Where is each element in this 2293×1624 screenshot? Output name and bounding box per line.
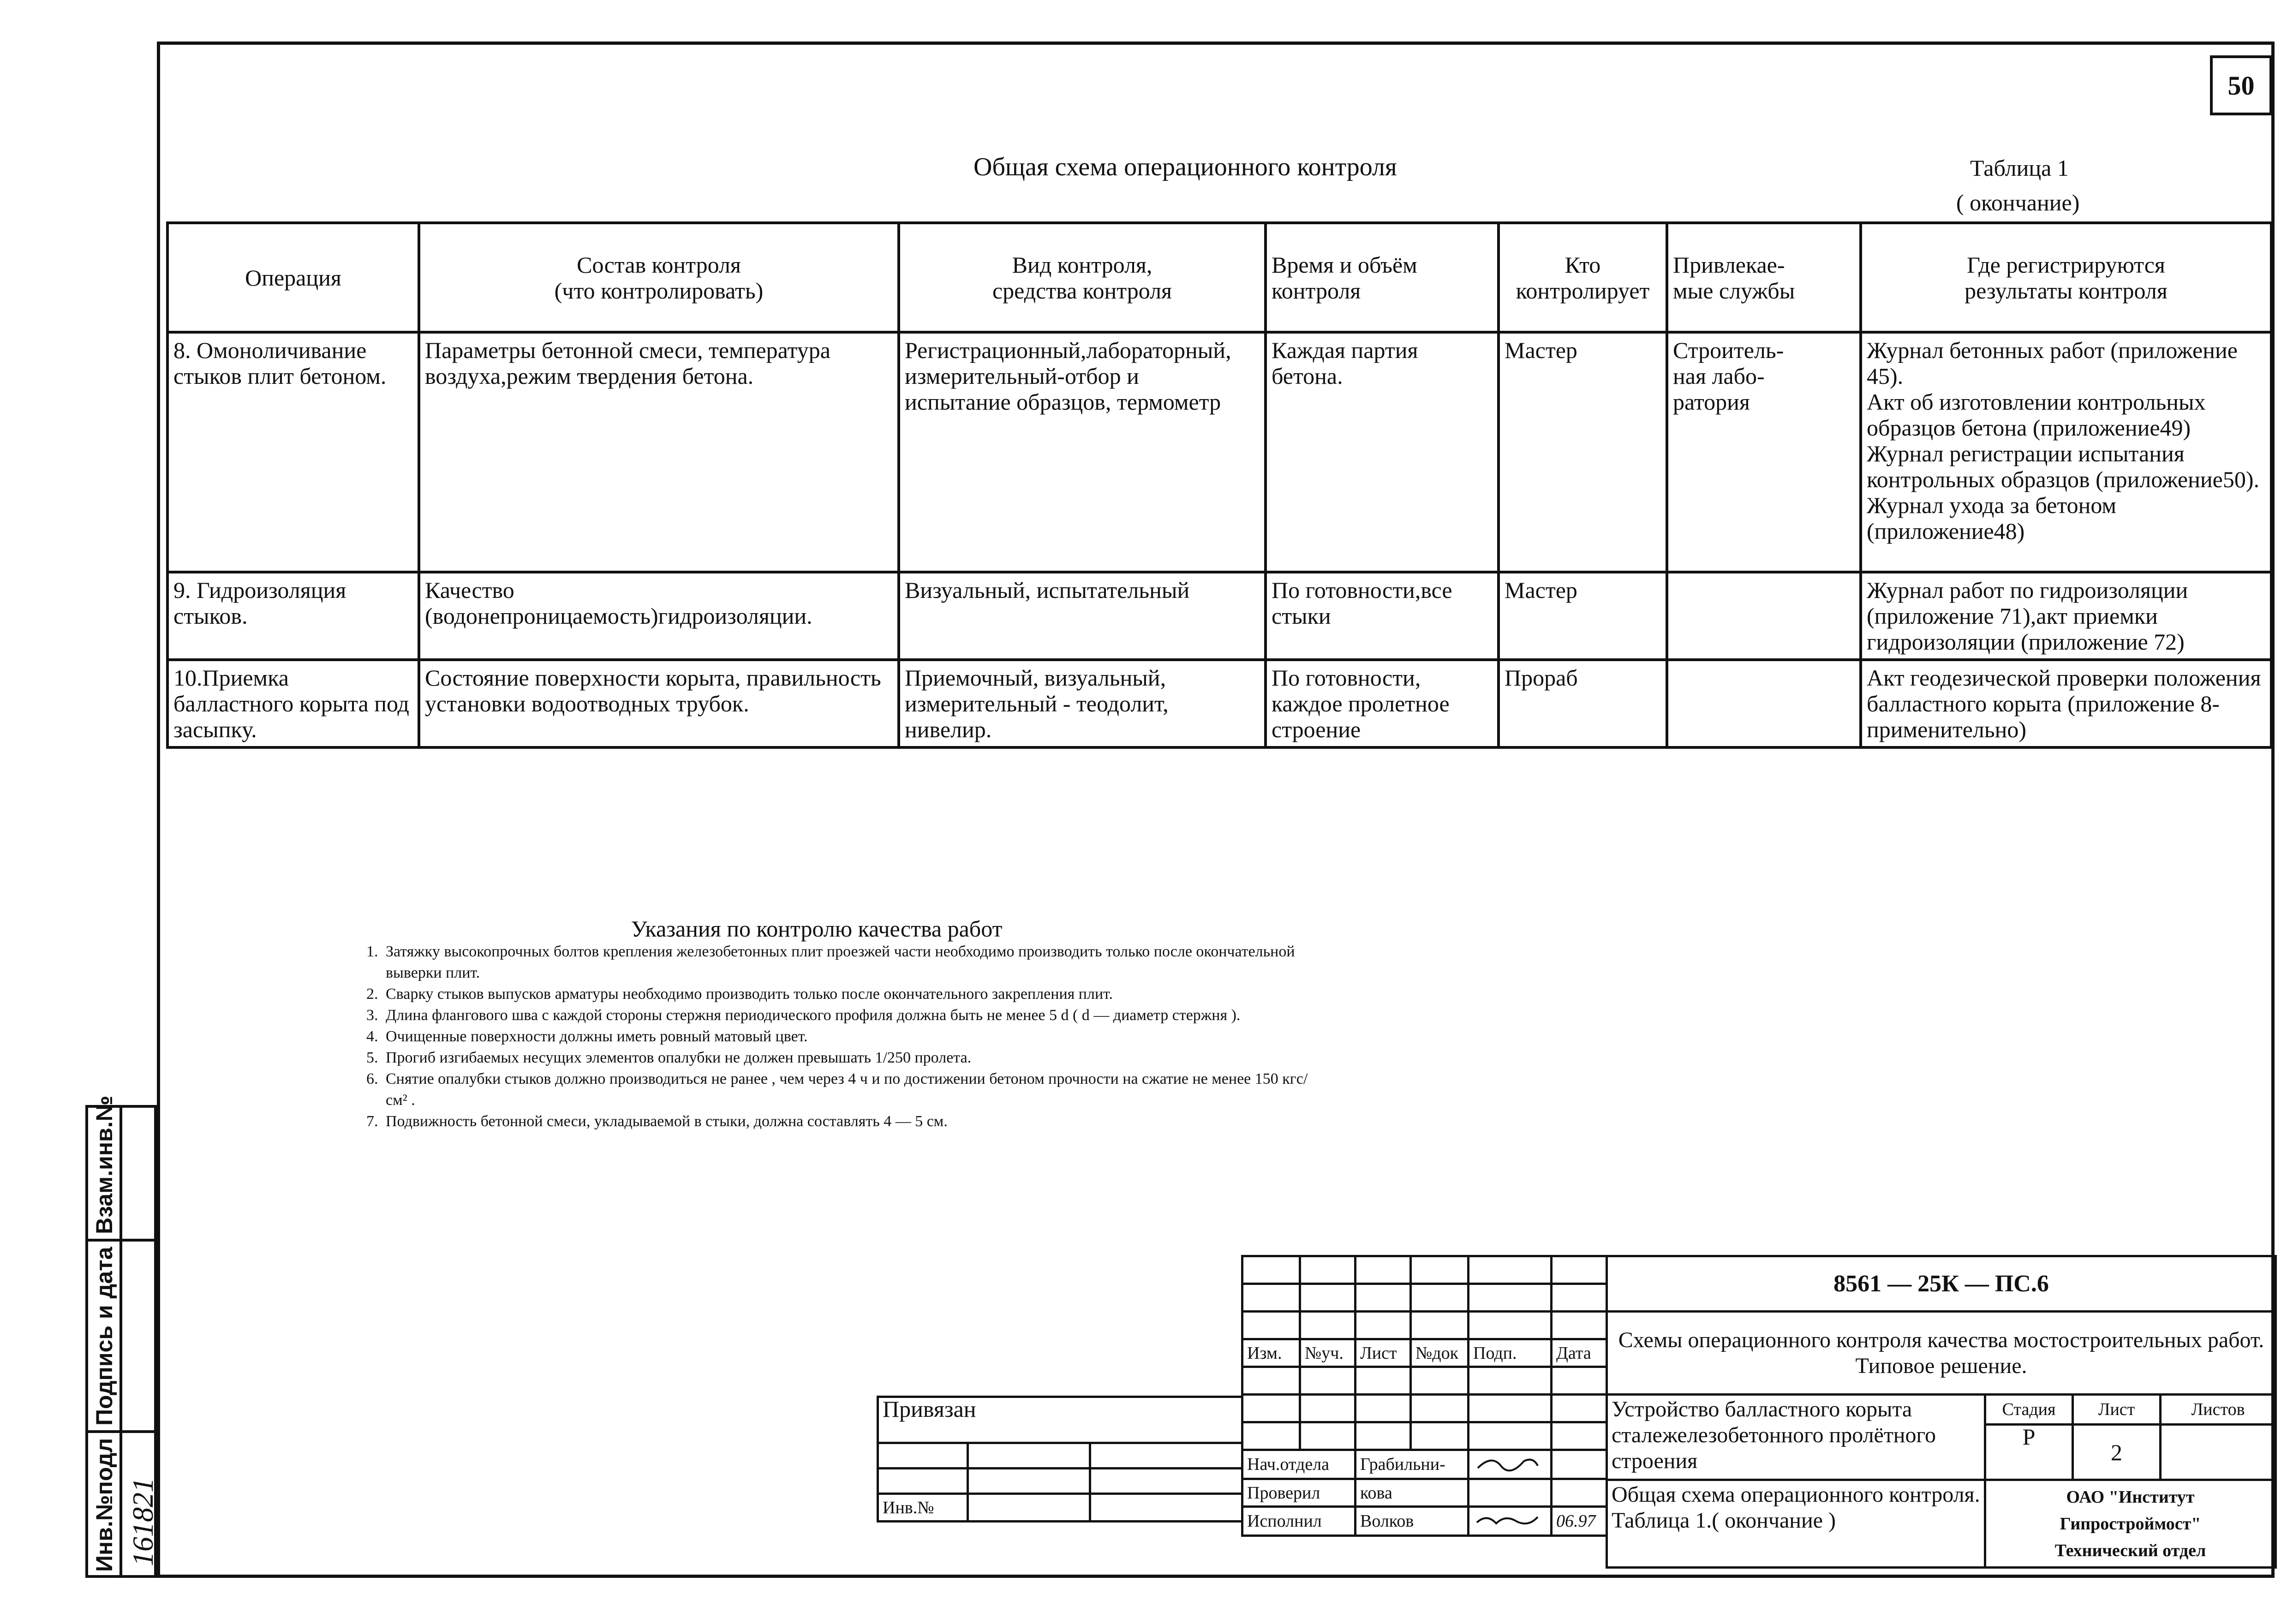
table-cell: Качество (водонепроницаемость)гидроизоляции. bbox=[419, 572, 899, 660]
person-name: кова bbox=[1355, 1479, 1469, 1507]
title-block bbox=[1606, 1255, 2277, 1569]
table-row bbox=[167, 572, 2271, 660]
doc-title: Схемы операционного контроля качества мостостроительных работ. Типовое решение. bbox=[1607, 1312, 2276, 1395]
table-cell: Состояние поверхности корыта, правильность установки водоотводных трубок. bbox=[419, 660, 899, 747]
role-head: Нач.отдела bbox=[1242, 1450, 1355, 1479]
revision-grid bbox=[1241, 1255, 1608, 1537]
person-name: Грабильни- bbox=[1355, 1450, 1469, 1479]
object-name: Устройство балластного корыта сталежелезобетонного пролётного строения bbox=[1607, 1395, 1985, 1480]
note-item: 6. Снятие опалубки стыков должно производиться не ранее , чем через 4 ч и по достижении бетоном прочности на сжатие не менее 150 кгс/см² . bbox=[382, 1069, 1329, 1111]
date-value: 06.97 bbox=[1552, 1507, 1607, 1536]
table-cell: Регистрационный,лабораторный, измерительный-отбор и испытание образцов, термометр bbox=[899, 332, 1266, 572]
stage-value: Р bbox=[1985, 1425, 2073, 1480]
table-cell: Визуальный, испытательный bbox=[899, 572, 1266, 660]
binding-block bbox=[877, 1396, 1243, 1522]
table-label: Таблица 1 bbox=[1970, 155, 2069, 181]
col-head-data: Дата bbox=[1552, 1339, 1607, 1367]
signature bbox=[1469, 1507, 1552, 1536]
note-item: 4. Очищенные поверхности должны иметь ровный матовый цвет. bbox=[382, 1026, 1329, 1047]
sheet-label: Лист bbox=[2073, 1395, 2161, 1425]
col-header: Где регистрируются результаты контроля bbox=[1861, 223, 2271, 332]
inv-label: Инв.№ bbox=[878, 1494, 968, 1522]
role-check: Проверил bbox=[1242, 1479, 1355, 1507]
col-head-podp: Подп. bbox=[1469, 1339, 1552, 1367]
notes-header: Указания по контролю качества работ bbox=[631, 916, 1003, 942]
table-row bbox=[167, 332, 2271, 572]
page-number: 50 bbox=[2210, 55, 2272, 115]
inv-podl-label: Инв.№подл bbox=[91, 1438, 117, 1572]
table-cell: Каждая партия бетона. bbox=[1266, 332, 1499, 572]
note-item: 5. Прогиб изгибаемых несущих элементов опалубки не должен превышать 1/250 пролета. bbox=[382, 1047, 1329, 1069]
col-header: Состав контроля (что контролировать) bbox=[419, 223, 899, 332]
table-header-row bbox=[167, 223, 2271, 332]
table-cell: Мастер bbox=[1499, 572, 1667, 660]
col-header: Кто контролирует bbox=[1499, 223, 1667, 332]
table-sublabel: ( окончание) bbox=[1956, 190, 2080, 215]
side-stamp bbox=[85, 1095, 159, 1578]
podpis-label: Подпись и дата bbox=[91, 1247, 117, 1426]
col-header: Время и объём контроля bbox=[1266, 223, 1499, 332]
signature bbox=[1469, 1450, 1552, 1479]
sheets-label: Листов bbox=[2161, 1395, 2276, 1425]
inv-podl-value: 161821 bbox=[126, 1478, 159, 1566]
page-title: Общая схема операционного контроля bbox=[973, 153, 1397, 181]
table-cell: 10.Приемка балластного корыта под засыпку. bbox=[167, 660, 419, 747]
table-cell: Прораб bbox=[1499, 660, 1667, 747]
col-head-list: Лист bbox=[1355, 1339, 1411, 1367]
role-exec: Исполнил bbox=[1242, 1507, 1355, 1536]
note-item: 7. Подвижность бетонной смеси, укладываемой в стыки, должна составлять 4 — 5 см. bbox=[382, 1111, 1329, 1132]
table-cell: Параметры бетонной смеси, температура воздуха,режим твердения бетона. bbox=[419, 332, 899, 572]
table-cell: Мастер bbox=[1499, 332, 1667, 572]
table-cell: По готовности, каждое пролетное строение bbox=[1266, 660, 1499, 747]
vzam-label: Взам.инв.№ bbox=[91, 1095, 117, 1234]
organization: ОАО "Институт Гипростроймост" Технический отдел bbox=[1985, 1480, 2276, 1568]
table-cell bbox=[1667, 660, 1861, 747]
table-cell: Приемочный, визуальный, измерительный - теодолит, нивелир. bbox=[899, 660, 1266, 747]
sheet-value: 2 bbox=[2073, 1425, 2161, 1480]
col-header: Операция bbox=[167, 223, 419, 332]
col-head-izm: Изм. bbox=[1242, 1339, 1300, 1367]
table-cell: Акт геодезической проверки положения балластного корыта (приложение 8-применительно) bbox=[1861, 660, 2271, 747]
table-cell: Строитель- ная лабо- ратория bbox=[1667, 332, 1861, 572]
table-row bbox=[167, 660, 2271, 747]
table-cell: 8. Омоноличивание стыков плит бетоном. bbox=[167, 332, 419, 572]
table-cell bbox=[1667, 572, 1861, 660]
quality-notes bbox=[360, 918, 1329, 1132]
doc-code: 8561 — 25К — ПС.6 bbox=[1607, 1256, 2276, 1312]
col-header: Вид контроля, средства контроля bbox=[899, 223, 1266, 332]
table-cell: Журнал работ по гидроизоляции (приложение 71),акт приемки гидроизоляции (приложение 72) bbox=[1861, 572, 2271, 660]
privyazan-label: Привязан bbox=[878, 1397, 1242, 1443]
note-item: 2. Сварку стыков выпусков арматуры необходимо производить только после окончательного закрепления плит. bbox=[382, 984, 1329, 1005]
col-header: Привлекае- мые службы bbox=[1667, 223, 1861, 332]
control-table bbox=[166, 221, 2273, 749]
person-name: Волков bbox=[1355, 1507, 1469, 1536]
note-item: 1. Затяжку высокопрочных болтов крепления железобетонных плит проезжей части необходимо производить только после окончательной выверки плит. bbox=[382, 941, 1329, 984]
notes-list bbox=[360, 941, 1329, 1132]
table-cell: По готовности,все стыки bbox=[1266, 572, 1499, 660]
table-cell: 9. Гидроизоляция стыков. bbox=[167, 572, 419, 660]
sheet-title: Общая схема операционного контроля. Таблица 1.( окончание ) bbox=[1607, 1480, 1985, 1568]
col-head-nuch: №уч. bbox=[1300, 1339, 1355, 1367]
col-head-ndok: №док bbox=[1411, 1339, 1469, 1367]
table-cell: Журнал бетонных работ (приложение 45). Акт об изготовлении контрольных образцов бетона (приложение49) Журнал регистрации испытания контрольных образцов (приложение50). Журнал ухода за бетоном (приложение48) bbox=[1861, 332, 2271, 572]
stage-label: Стадия bbox=[1985, 1395, 2073, 1425]
note-item: 3. Длина флангового шва с каждой стороны стержня периодического профиля должна быть не менее 5 d ( d — диаметр стержня ). bbox=[382, 1005, 1329, 1026]
